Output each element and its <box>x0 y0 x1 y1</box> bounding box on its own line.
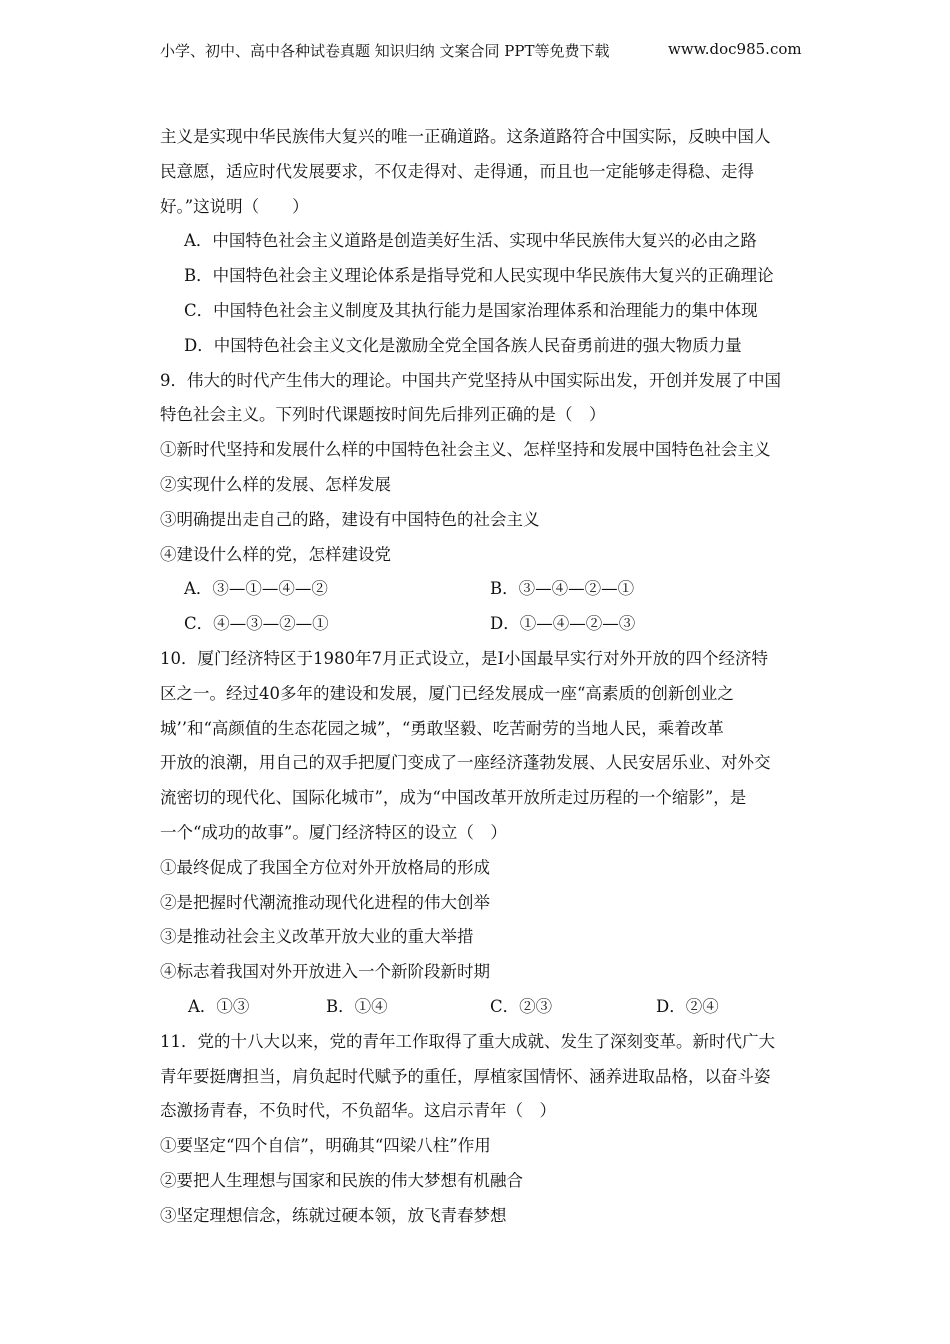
option-a: A．③—①—④—② <box>184 579 328 599</box>
statement-item: ①新时代坚持和发展什么样的中国特色社会主义、怎样坚持和发展中国特色社会主义 <box>160 440 771 460</box>
page-header <box>160 40 802 61</box>
document-body <box>160 120 790 1234</box>
option-a: A．①③ <box>188 996 250 1016</box>
statement-item: ②是把握时代潮流推动现代化进程的伟大创举 <box>160 892 490 912</box>
option-d: D．①—④—②—③ <box>490 614 636 634</box>
header-url[interactable]: www.doc985.com <box>668 40 802 58</box>
question-text: 11．党的十八大以来，党的青年工作取得了重大成就、发生了深刻变革。新时代广大 <box>160 1031 775 1051</box>
option-a: A．中国特色社会主义道路是创造美好生活、实现中华民族伟大复兴的必由之路 <box>184 231 757 251</box>
option-b: B．中国特色社会主义理论体系是指导党和人民实现中华民族伟大复兴的正确理论 <box>184 266 774 286</box>
statement-item: ②要把人生理想与国家和民族的伟大梦想有机融合 <box>160 1170 523 1190</box>
option-b: B．①④ <box>326 996 388 1016</box>
question-text: 9．伟大的时代产生伟大的理论。中国共产党坚持从中国实际出发，开创并发展了中国 <box>160 370 781 390</box>
question-text: 城’’和“高颜值的生态花园之城”，“勇敢坚毅、吃苦耐劳的当地人民，乘着改革 <box>160 718 724 738</box>
question-text: 主义是实现中华民族伟大复兴的唯一正确道路。这条道路符合中国实际，反映中国人 <box>160 127 771 146</box>
option-c: C．中国特色社会主义制度及其执行能力是国家治理体系和治理能力的集中体现 <box>184 300 758 320</box>
statement-item: ①要坚定“四个自信”，明确其“四梁八柱”作用 <box>160 1136 491 1156</box>
question-text: 好。”这说明（ ） <box>160 196 309 216</box>
option-d: D．中国特色社会主义文化是激励全党全国各族人民奋勇前进的强大物质力量 <box>184 335 742 355</box>
option-c: C．④—③—②—① <box>184 614 329 634</box>
question-text: 开放的浪潮，用自己的双手把厦门变成了一座经济蓬勃发展、人民安居乐业、对外交 <box>160 753 771 773</box>
option-c: C．②③ <box>490 996 553 1016</box>
statement-item: ②实现什么样的发展、怎样发展 <box>160 474 391 494</box>
statement-item: ④建设什么样的党，怎样建设党 <box>160 544 391 564</box>
question-text: 民意愿，适应时代发展要求，不仅走得对、走得通，而且也一定能够走得稳、走得 <box>160 161 754 181</box>
question-text: 青年要挺膺担当，肩负起时代赋予的重任，厚植家国情怀、涵养进取品格，以奋斗姿 <box>160 1066 771 1086</box>
statement-item: ③坚定理想信念，练就过硬本领，放飞青春梦想 <box>160 1205 507 1225</box>
statement-item: ①最终促成了我国全方位对外开放格局的形成 <box>160 857 490 877</box>
question-text: 10．厦门经济特区于1980年7月正式设立，是I小国最早实行对外开放的四个经济特 <box>160 648 769 668</box>
statement-item: ③明确提出走自己的路，建设有中国特色的社会主义 <box>160 509 540 529</box>
header-text: 小学、初中、高中各种试卷真题 知识归纳 文案合同 PPT等免费下载 <box>160 42 610 60</box>
question-text: 态激扬青春，不负时代，不负韶华。这启示青年（ ） <box>160 1101 556 1121</box>
option-row <box>160 607 790 642</box>
option-b: B．③—④—②—① <box>490 579 635 599</box>
statement-item: ③是推动社会主义改革开放大业的重大举措 <box>160 927 474 947</box>
statement-item: ④标志着我国对外开放进入一个新阶段新时期 <box>160 962 490 982</box>
question-text: 一个“成功的故事”。厦门经济特区的设立（ ） <box>160 822 507 842</box>
question-text: 特色社会主义。下列时代课题按时间先后排列正确的是（ ） <box>160 405 606 425</box>
option-row <box>160 990 790 1025</box>
question-text: 流密切的现代化、国际化城市”，成为“中国改革开放所走过历程的一个缩影”，是 <box>160 788 747 808</box>
option-d: D．②④ <box>656 996 719 1016</box>
option-row <box>160 572 790 607</box>
question-text: 区之一。经过40多年的建设和发展，厦门已经发展成一座“高素质的创新创业之 <box>160 683 734 703</box>
